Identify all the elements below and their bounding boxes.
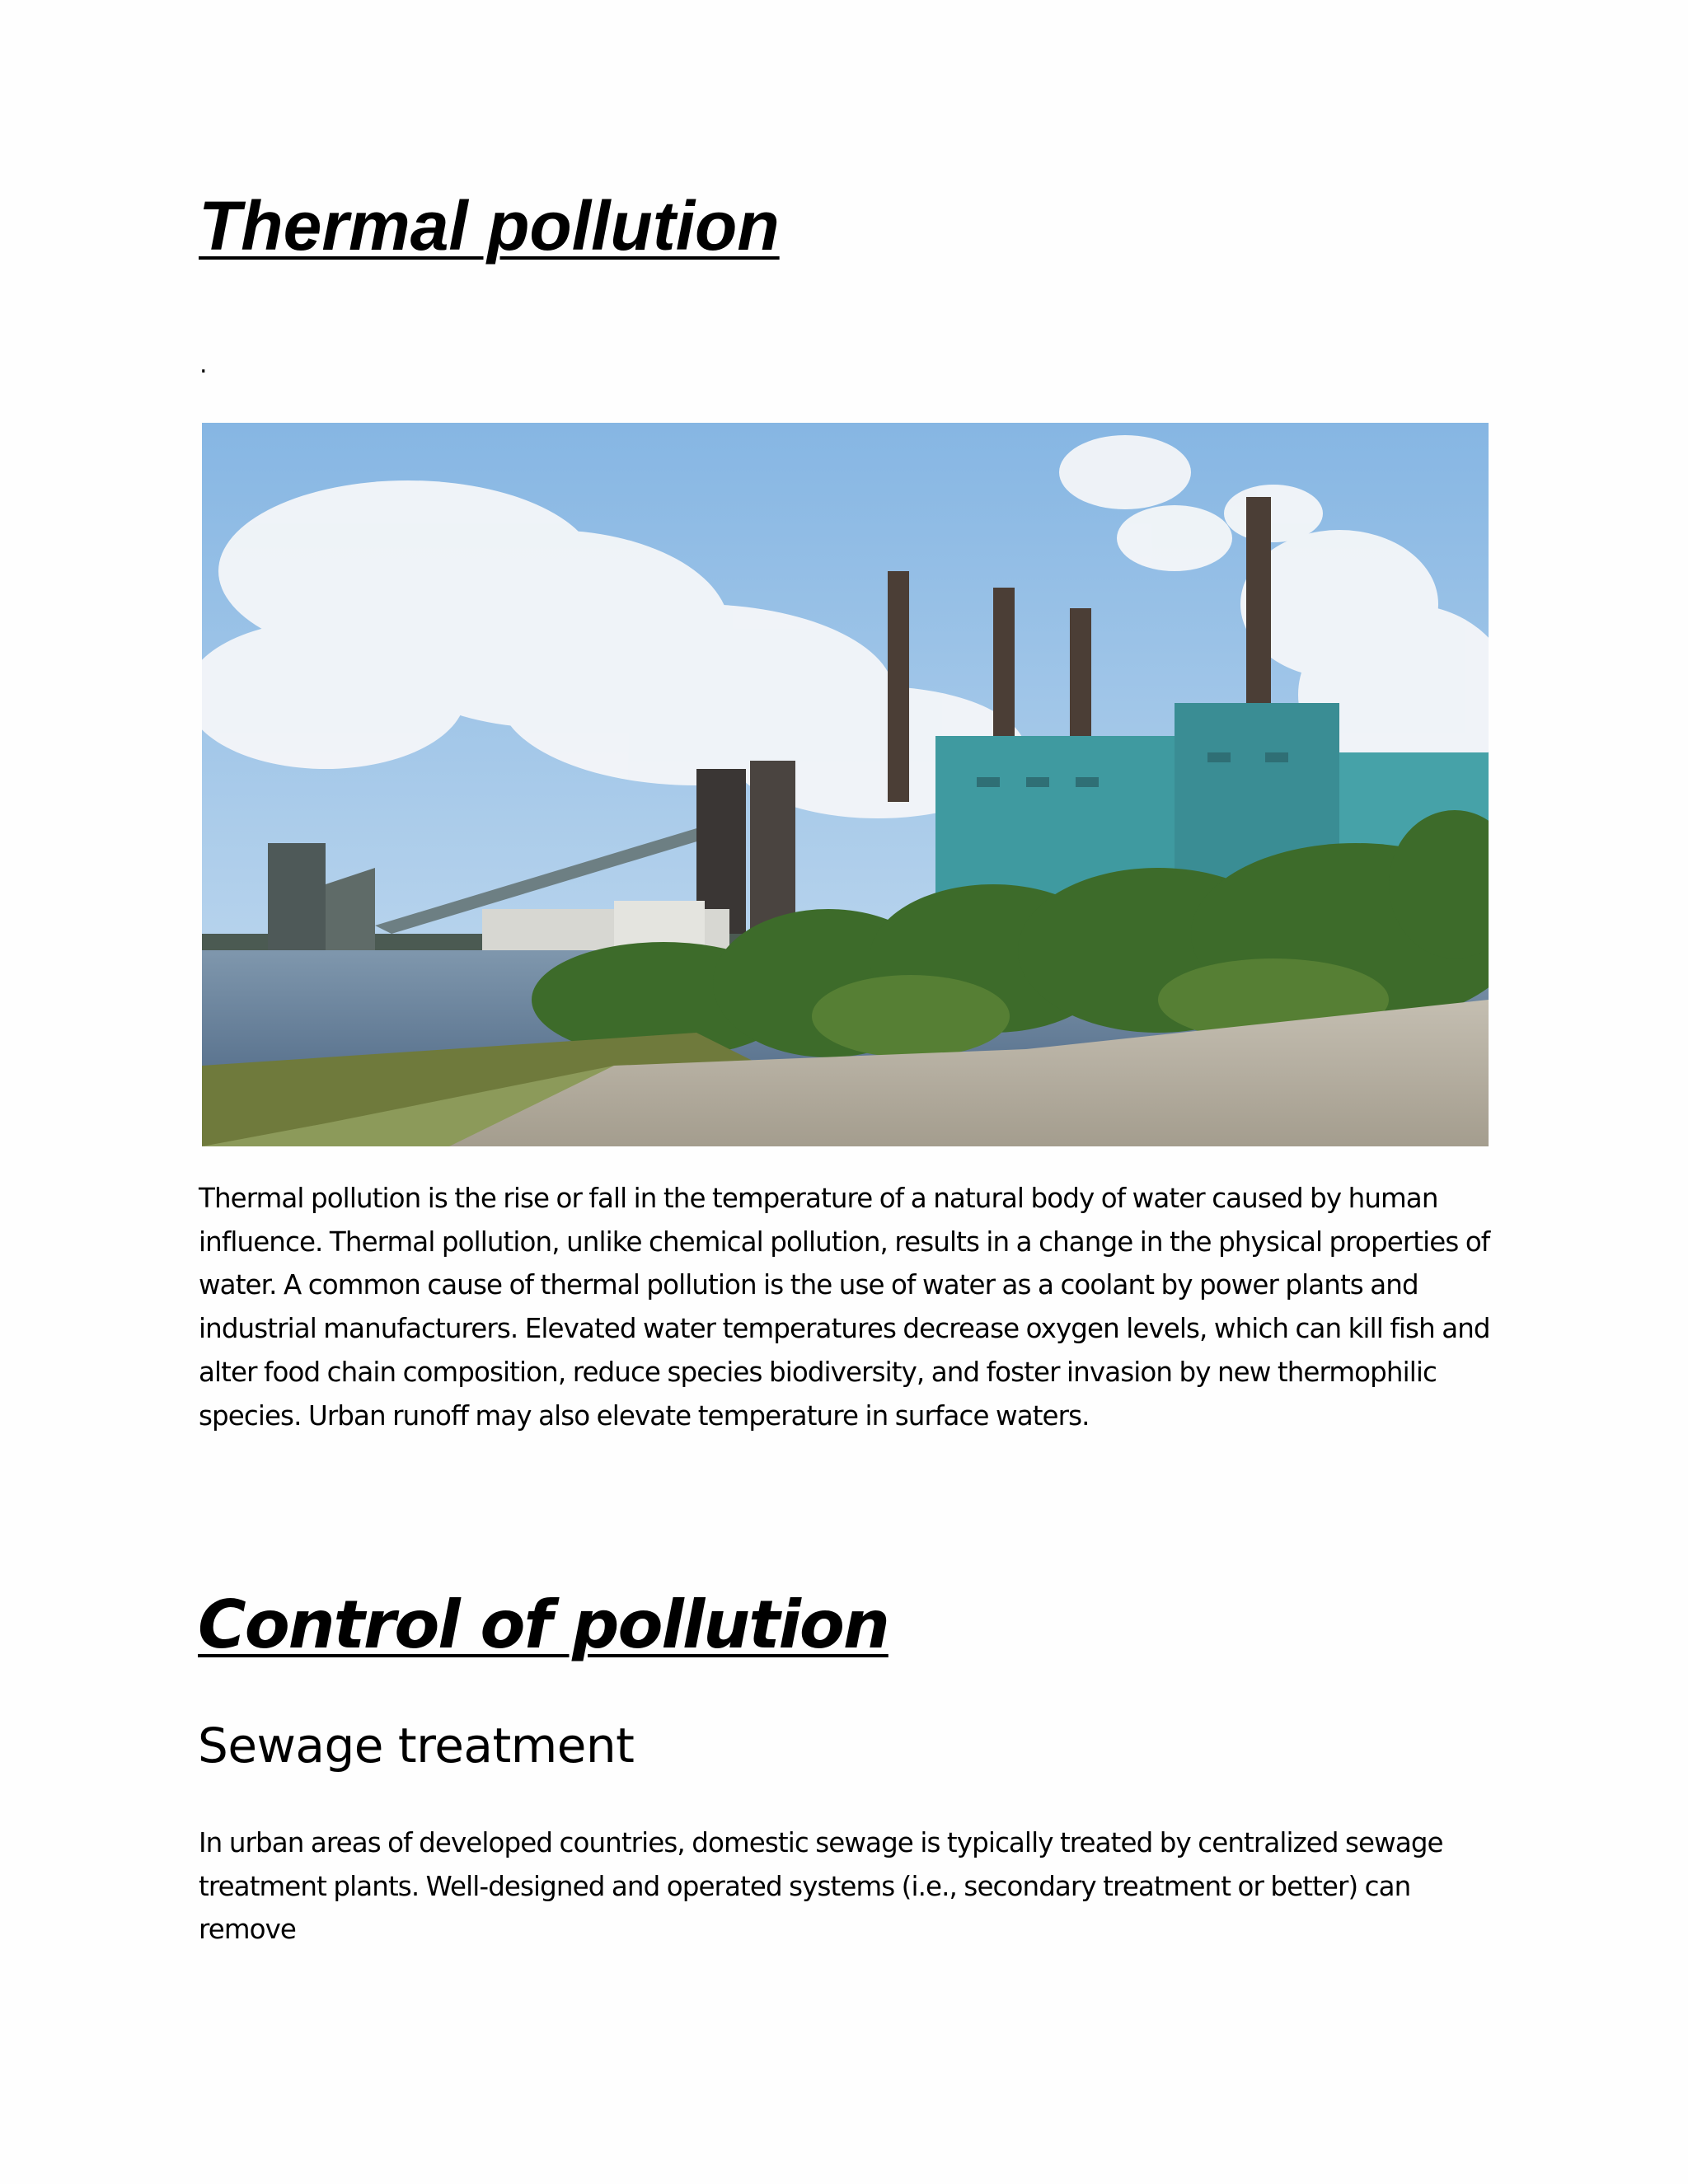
sewage-treatment-paragraph: In urban areas of developed countries, domestic sewage is typically treated by centralized sewage treatment plants. Well-designed and operated systems (i.e., secondary treatment or better) can remove [199, 1827, 1443, 1946]
section-heading-thermal-pollution: Thermal pollution [199, 187, 780, 265]
power-plant-illustration [202, 423, 1489, 1146]
thermal-pollution-paragraph: Thermal pollution is the rise or fall in the temperature of a natural body of water caused by human influence. Thermal pollution, unlike chemical pollution, results in a change in the physical properties of water. A common cause of thermal pollution is the use of water as a coolant by power plants and industrial manufacturers. Elevated water temperatures decrease oxygen levels, which can kill fish and alter food chain composition, reduce species biodiversity, and foster invasion by new thermophilic species. Urban runoff may also elevate temperature in surface waters. [199, 1183, 1490, 1432]
separator-dot: . [199, 350, 208, 379]
section-heading-control-of-pollution: Control of pollution [198, 1586, 889, 1663]
subheading-sewage-treatment: Sewage treatment [198, 1718, 635, 1774]
power-plant-photo [202, 423, 1489, 1146]
